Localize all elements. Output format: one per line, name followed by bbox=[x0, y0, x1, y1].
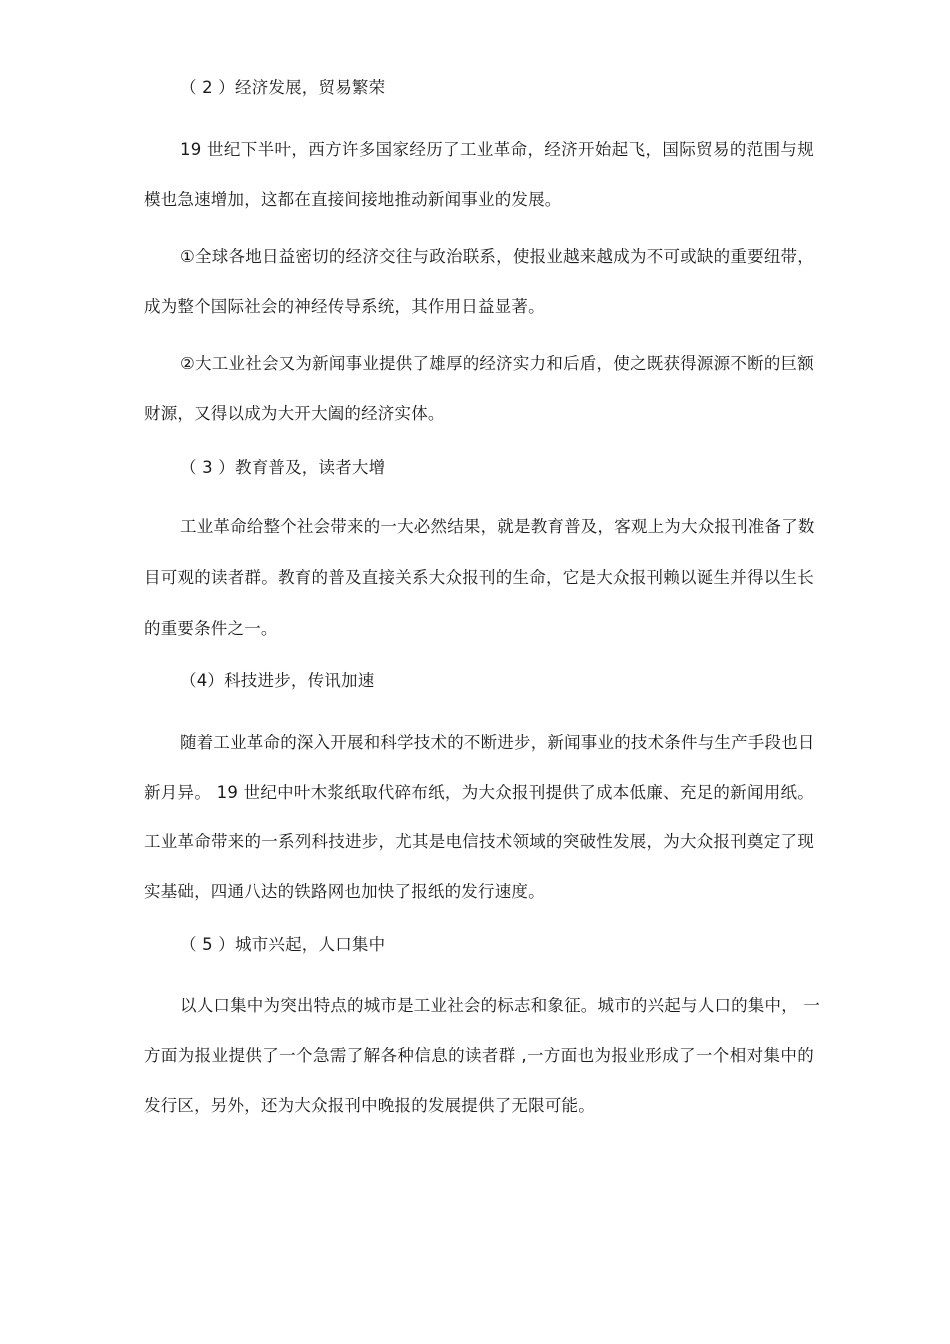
section-heading: （4）科技进步，传讯加速 bbox=[180, 671, 375, 690]
paragraph-line: 成为整个国际社会的神经传导系统，其作用日益显著。 bbox=[144, 297, 545, 316]
paragraph-line: 模也急速增加，这都在直接间接地推动新闻事业的发展。 bbox=[144, 190, 562, 209]
section-heading: （ 2 ）经济发展，贸易繁荣 bbox=[180, 78, 386, 97]
paragraph-line: 工业革命给整个社会带来的一大必然结果，就是教育普及，客观上为大众报刊准备了数 bbox=[180, 517, 815, 536]
paragraph-line: ②大工业社会又为新闻事业提供了雄厚的经济实力和后盾，使之既获得源源不断的巨额 bbox=[180, 354, 814, 373]
paragraph-line: 工业革命带来的一系列科技进步，尤其是电信技术领域的突破性发展，为大众报刊奠定了现 bbox=[144, 832, 814, 851]
paragraph-line: 财源，又得以成为大开大阖的经济实体。 bbox=[144, 404, 445, 423]
paragraph-line: 以人口集中为突出特点的城市是工业社会的标志和象征。城市的兴起与人口的集中， 一 bbox=[180, 996, 821, 1015]
paragraph-line: 实基础，四通八达的铁路网也加快了报纸的发行速度。 bbox=[144, 882, 545, 901]
section-heading: （ 5 ）城市兴起，人口集中 bbox=[180, 935, 386, 954]
paragraph-line: 的重要条件之一。 bbox=[144, 619, 278, 638]
paragraph-line: ①全球各地日益密切的经济交往与政治联系，使报业越来越成为不可或缺的重要纽带， bbox=[180, 247, 814, 266]
section-heading: （ 3 ）教育普及，读者大增 bbox=[180, 458, 386, 477]
paragraph-line: 随着工业革命的深入开展和科学技术的不断进步，新闻事业的技术条件与生产手段也日 bbox=[180, 733, 815, 752]
paragraph-line: 方面为报业提供了一个急需了解各种信息的读者群 ,一方面也为报业形成了一个相对集中的 bbox=[144, 1046, 814, 1065]
paragraph-line: 发行区，另外，还为大众报刊中晚报的发展提供了无限可能。 bbox=[144, 1096, 595, 1115]
paragraph-line: 19 世纪下半叶，西方许多国家经历了工业革命，经济开始起飞，国际贸易的范围与规 bbox=[180, 140, 814, 159]
paragraph-line: 新月异。 19 世纪中叶木浆纸取代碎布纸，为大众报刊提供了成本低廉、充足的新闻用纸。 bbox=[144, 783, 814, 802]
paragraph-line: 目可观的读者群。教育的普及直接关系大众报刊的生命，它是大众报刊赖以诞生并得以生长 bbox=[144, 568, 814, 587]
